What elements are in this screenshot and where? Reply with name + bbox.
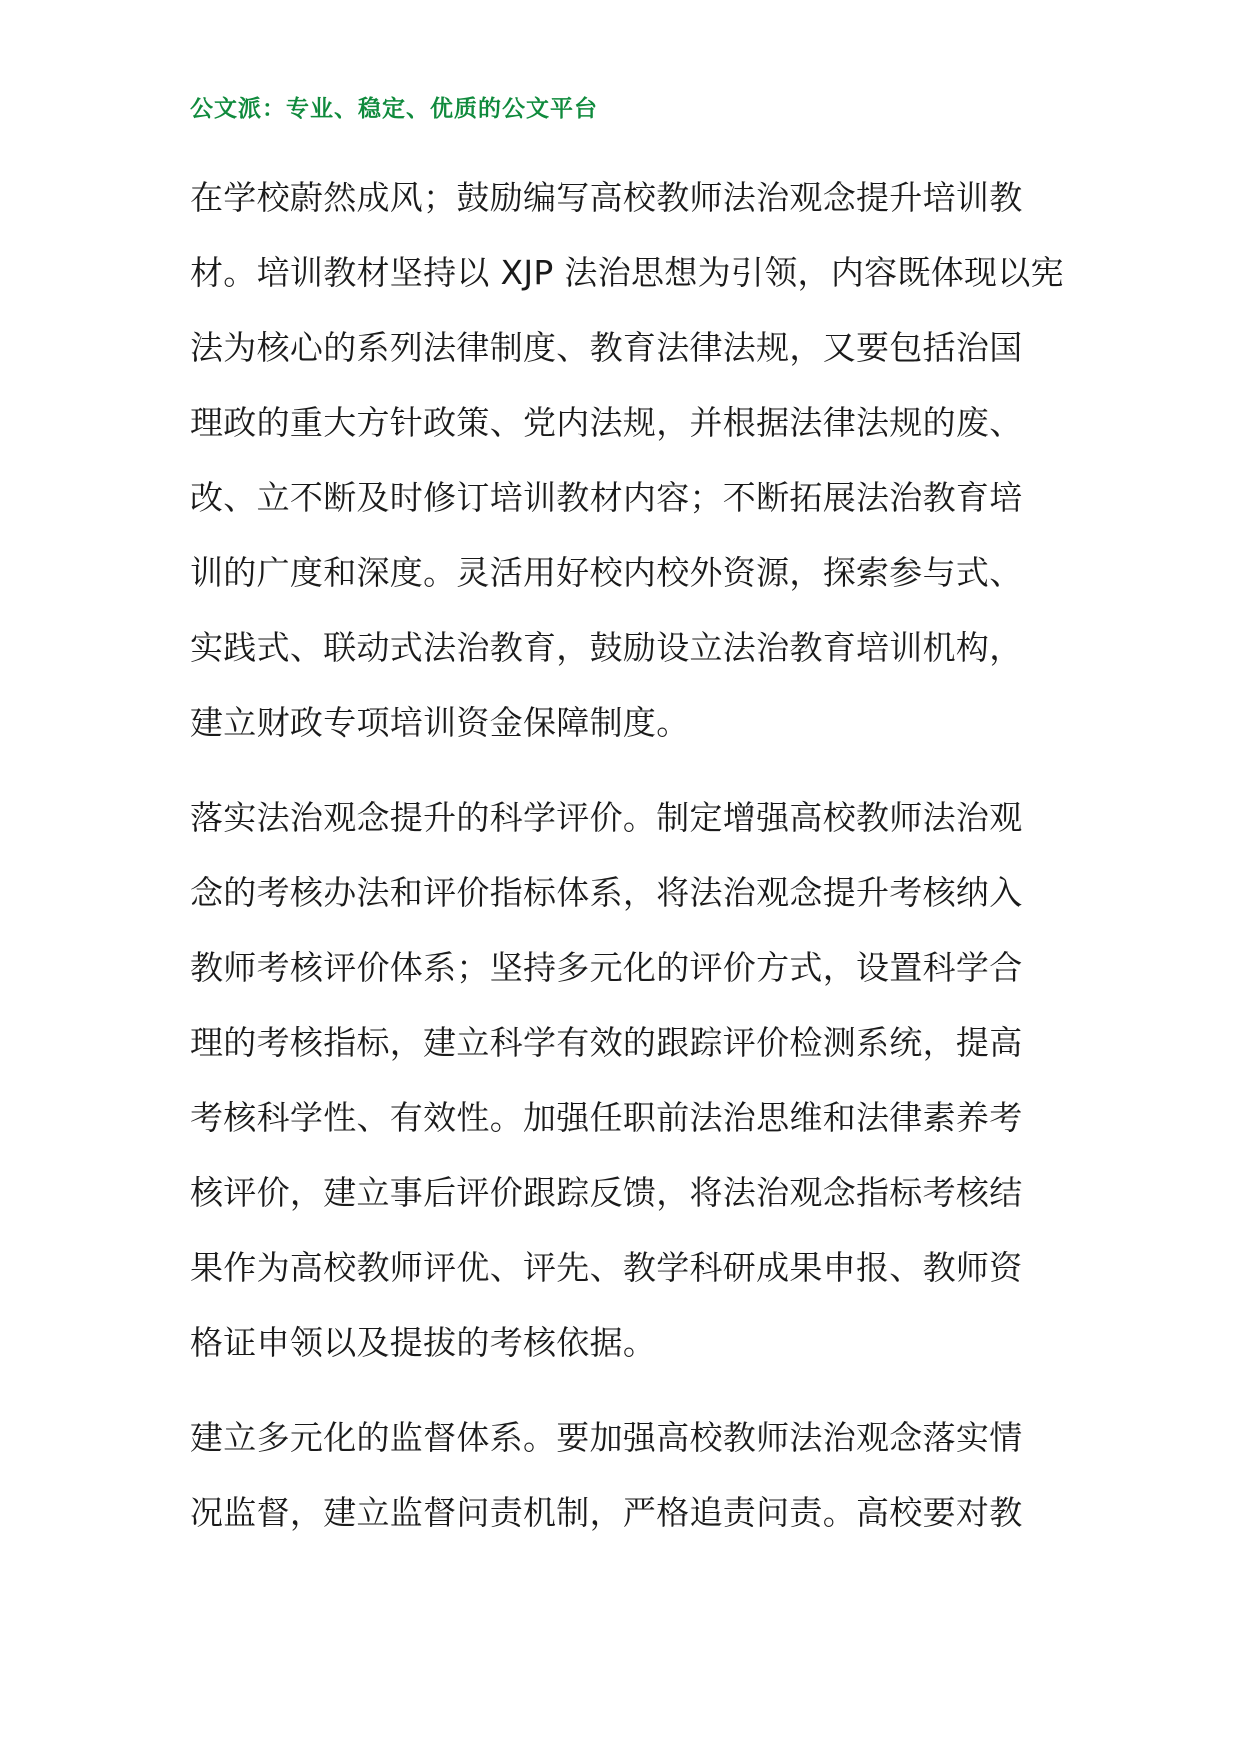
paragraph-spacer <box>190 1388 1060 1408</box>
text-line: 建立财政专项培训资金保障制度。 <box>190 703 690 742</box>
paragraph-scientific-evaluation <box>190 788 1060 1388</box>
text-line: 教师考核评价体系；坚持多元化的评价方式，设置科学合 <box>190 948 1023 987</box>
text-line: 落实法治观念提升的科学评价。制定增强高校教师法治观 <box>190 798 1023 837</box>
page-header: 公文派：专业、稳定、优质的公文平台 <box>190 96 598 122</box>
text-line: 法为核心的系列法律制度、教育法律法规，又要包括治国 <box>190 328 1023 367</box>
text-line: 训的广度和深度。灵活用好校内校外资源，探索参与式、 <box>190 553 1023 592</box>
text-line: 念的考核办法和评价指标体系，将法治观念提升考核纳入 <box>190 873 1023 912</box>
paragraph-training-materials <box>190 168 1064 768</box>
paragraph-supervision-system <box>190 1408 1060 1558</box>
text-line: 理政的重大方针政策、党内法规，并根据法律法规的废、 <box>190 403 1023 442</box>
text-line: 理的考核指标，建立科学有效的跟踪评价检测系统，提高 <box>190 1023 1023 1062</box>
text-line: 改、立不断及时修订培训教材内容；不断拓展法治教育培 <box>190 478 1023 517</box>
text-line: 况监督，建立监督问责机制，严格追责问责。高校要对教 <box>190 1493 1023 1532</box>
text-line: 果作为高校教师评优、评先、教学科研成果申报、教师资 <box>190 1248 1023 1287</box>
text-line: 格证申领以及提拔的考核依据。 <box>190 1323 657 1362</box>
text-line: 在学校蔚然成风；鼓励编写高校教师法治观念提升培训教 <box>190 178 1023 217</box>
text-line: 考核科学性、有效性。加强任职前法治思维和法律素养考 <box>190 1098 1023 1137</box>
text-line: 材。培训教材坚持以 XJP 法治思想为引领，内容既体现以宪 <box>190 253 1064 292</box>
text-line: 实践式、联动式法治教育，鼓励设立法治教育培训机构， <box>190 628 1023 667</box>
text-line: 建立多元化的监督体系。要加强高校教师法治观念落实情 <box>190 1418 1023 1457</box>
text-line: 核评价，建立事后评价跟踪反馈，将法治观念指标考核结 <box>190 1173 1023 1212</box>
paragraph-spacer <box>190 768 1060 788</box>
document-body <box>190 168 1064 1558</box>
